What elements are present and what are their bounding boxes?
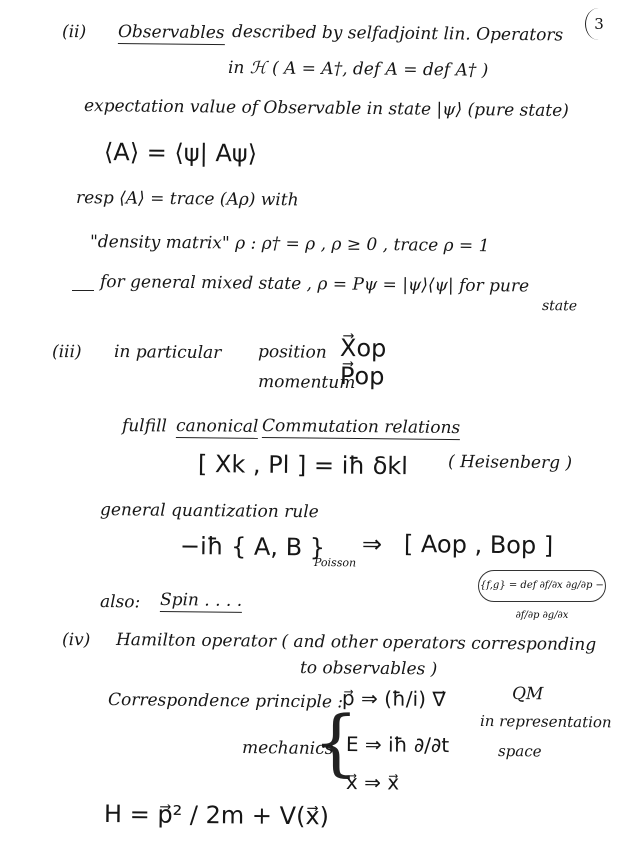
page-number: 3 bbox=[585, 8, 612, 40]
implication-arrow: ⇒ bbox=[361, 530, 383, 559]
position-correspondence: x⃗ ⇒ x⃗ bbox=[345, 770, 400, 795]
section-ii-number: (ii) bbox=[61, 22, 87, 43]
fulfill-word: fulfill bbox=[121, 416, 167, 437]
observables-heading: Observables bbox=[117, 22, 225, 44]
poisson-bracket: −iħ { A, B } bbox=[179, 532, 326, 562]
heisenberg-commutator: [ Xk , Pl ] = iħ δkl bbox=[197, 450, 409, 481]
mechanics-label: mechanics bbox=[241, 738, 334, 759]
hamilton-operator-line: Hamilton operator ( and other operators corresponding bbox=[115, 630, 597, 656]
position-operator: X⃗op bbox=[339, 334, 387, 363]
poisson-subscript: Poisson bbox=[313, 556, 357, 570]
observables-continuation: to observables ) bbox=[299, 658, 438, 680]
spin-label: Spin . . . . bbox=[159, 590, 243, 611]
hermitian-condition: in ℋ ( A = A†, def A = def A† ) bbox=[227, 58, 489, 81]
mixed-state-line: for general mixed state , ρ = Pψ = |ψ⟩⟨ψ| for pure bbox=[99, 272, 530, 297]
commutator-rhs: [ Aop , Bop ] bbox=[403, 530, 554, 560]
expectation-value-text: expectation value of Observable in state |ψ⟩ (pure state) bbox=[83, 96, 569, 122]
quantization-rule-text: general quantization rule bbox=[99, 500, 319, 523]
commutation-relations: Commutation relations bbox=[261, 416, 461, 439]
expectation-formula: ⟨A⟩ = ⟨ψ| Aψ⟩ bbox=[103, 138, 258, 168]
poisson-definition-note: {f,g} = def ∂f/∂x ∂g/∂p − ∂f/∂p ∂g/∂x bbox=[478, 570, 606, 602]
section-iv-number: (iv) bbox=[61, 630, 91, 651]
space-label: space bbox=[497, 742, 542, 761]
observables-description: described by selfadjoint lin. Operators bbox=[231, 22, 564, 46]
in-representation: in representation bbox=[479, 712, 612, 732]
correspondence-principle: Correspondence principle : bbox=[107, 690, 344, 713]
margin-dash bbox=[72, 290, 94, 291]
momentum-label: momentum bbox=[257, 372, 356, 394]
also-label: also: bbox=[99, 592, 141, 613]
momentum-operator: P⃗op bbox=[339, 362, 385, 391]
energy-correspondence: E ⇒ iħ ∂/∂t bbox=[345, 732, 450, 758]
momentum-correspondence: p⃗ ⇒ (ħ/i) ∇⃗ bbox=[341, 686, 446, 712]
canonical-word: canonical bbox=[175, 416, 259, 437]
density-matrix-line: "density matrix" ρ : ρ† = ρ , ρ ≥ 0 , trace ρ = 1 bbox=[89, 232, 490, 257]
section-iii-number: (iii) bbox=[51, 342, 82, 363]
qm-label: QM bbox=[511, 684, 544, 705]
correspondence-brace: { bbox=[313, 700, 359, 784]
heisenberg-label: ( Heisenberg ) bbox=[447, 452, 573, 474]
hamiltonian-formula: H = p⃗² / 2m + V(x⃗) bbox=[103, 800, 330, 831]
position-label: position bbox=[257, 342, 327, 363]
trace-formula: resp ⟨A⟩ = trace (Aρ) with bbox=[75, 188, 299, 211]
in-particular: in particular bbox=[113, 342, 222, 364]
pure-state-word: state bbox=[541, 298, 578, 315]
